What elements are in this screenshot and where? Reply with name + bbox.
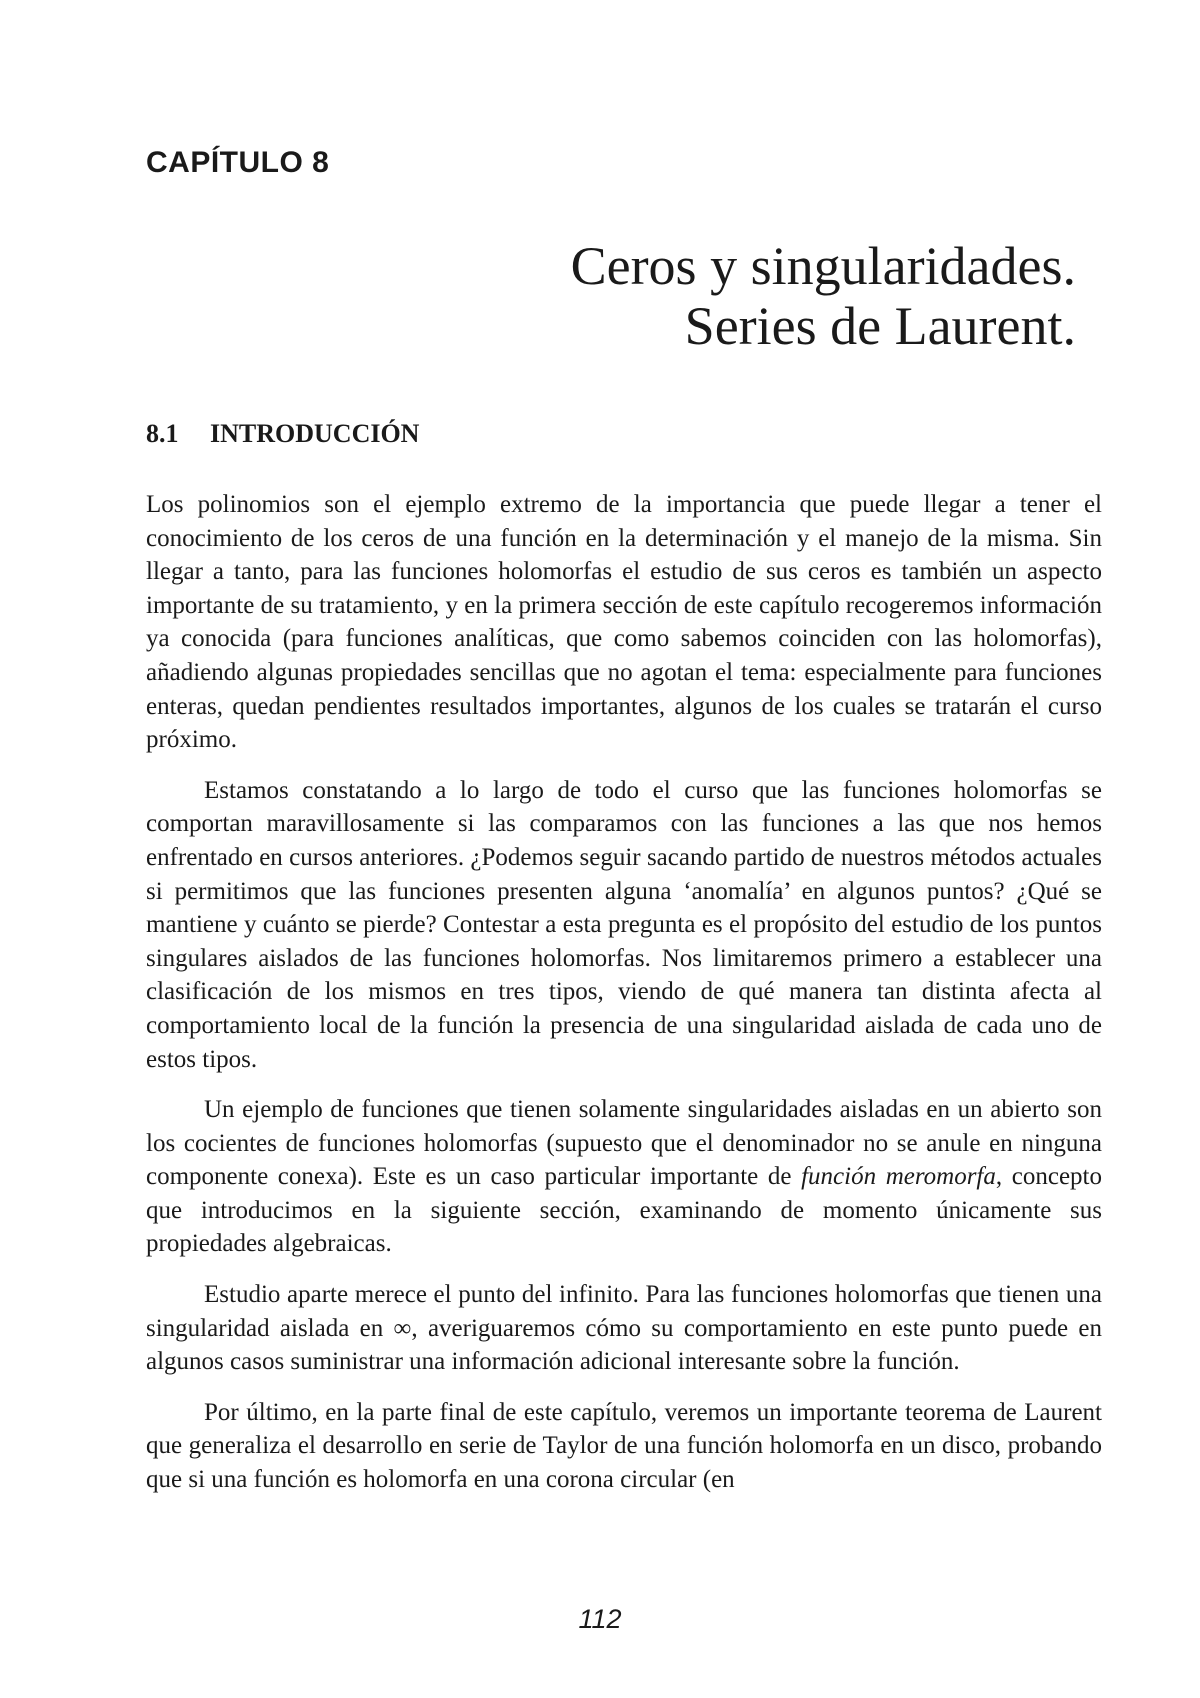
paragraph-1: Los polinomios son el ejemplo extremo de la importancia que puede llegar a tener el conocimiento de los ceros de una función en la determinación y el manejo de la misma. Sin llegar a tanto, para las funciones holomorfas el estudio de sus ceros es también un aspecto importante de su tratamiento, y en la primera sección de este capítulo recogeremos información ya conocida (para funciones analíticas, que como sabemos coinciden con las holomorfas), añadiendo algunas propiedades sencillas que no agotan el tema: especialmente para funciones enteras, quedan pendientes resultados importantes, algunos de los cuales se tratarán el curso próximo. [146,491,1102,754]
chapter-title-line-1: Ceros y singularidades. [570,236,1076,296]
paragraph-3 [146,1093,1102,1261]
section-number: 8.1 [146,419,179,448]
term-meromorphic-function: función meromorfa [801,1163,996,1191]
chapter-title [571,236,1076,356]
paragraph-3-text-end: , concepto que introducimos en la siguiente sección, examinando de momento únicamente sus propiedades algebraicas. [146,1163,1102,1258]
paragraph-5: Por último, en la parte final de este capítulo, veremos un importante teorema de Laurent que generaliza el desarrollo en serie de Taylor de una función holomorfa en un disco, probando que si una función es holomorfa en una corona circular (en [146,1398,1102,1494]
chapter-title-line-2: Series de Laurent. [684,296,1076,356]
chapter-label: CAPÍTULO 8 [146,146,330,179]
page-number: 112 [578,1604,622,1634]
section-title: INTRODUCCIÓN [210,419,420,448]
section-heading [146,419,419,449]
paragraph-4: Estudio aparte merece el punto del infinito. Para las funciones holomorfas que tienen una singularidad aislada en ∞, averiguaremos cómo su comportamiento en este punto puede en algunos casos suministrar una información adicional interesante sobre la función. [146,1281,1102,1376]
paragraph-3-text-start: Un ejemplo de funciones que tienen solamente singularidades aisladas en un abierto son los cocientes de funciones holomorfas (supuesto que el denominador no se anule en ninguna componente conexa). Este es un caso particular importante de [146,1096,1102,1191]
paragraph-2: Estamos constatando a lo largo de todo el curso que las funciones holomorfas se comportan maravillosamente si las comparamos con las funciones a las que nos hemos enfrentado en cursos anteriores. ¿Podemos seguir sacando partido de nuestros métodos actuales si permitimos que las funciones presenten alguna ‘anomalía’ en algunos puntos? ¿Qué se mantiene y cuánto se pierde? Contestar a esta pregunta es el propósito del estudio de los puntos singulares aislados de las funciones holomorfas. Nos limitaremos primero a establecer una clasificación de los mismos en tres tipos, viendo de qué manera tan distinta afecta al comportamiento local de la función la presencia de una singularidad aislada de cada uno de estos tipos. [146,776,1102,1073]
body-text [146,488,1102,1514]
